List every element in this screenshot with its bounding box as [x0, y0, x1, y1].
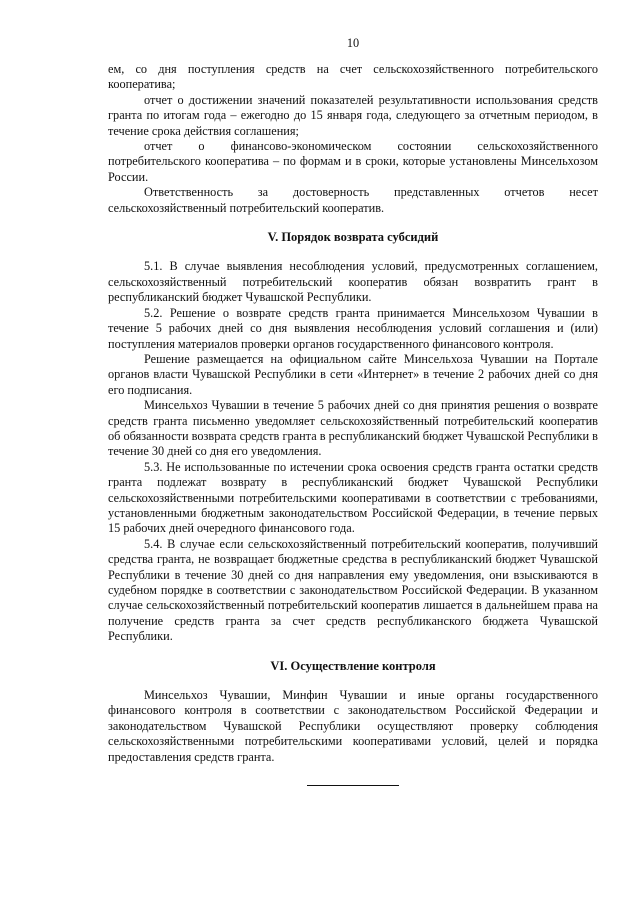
- paragraph-financial-report: отчет о финансово-экономическом состоянии сельскохозяйственного потребительского кооператива – по формам и в сроки, которые установлены Минсельхозом России.: [108, 139, 598, 184]
- closing-rule: [307, 785, 399, 786]
- paragraph-5-1: 5.1. В случае выявления несоблюдения условий, предусмотренных соглашением, сельскохозяйственный потребительский кооператив обязан возвратить грант в республиканский бюджет Чувашской Республики.: [108, 259, 598, 305]
- paragraph-5-3: 5.3. Не использованные по истечении срока освоения средств гранта остатки средств гранта подлежат возврату в республиканский бюджет Чувашской Республики сельскохозяйственными потребительскими кооперативами в соответствии с требованиями, установленными бюджетным законодательством Российской Федерации, в течение первых 15 рабочих дней очередного финансового года.: [108, 459, 598, 536]
- paragraph-report-deadline-end: ем, со дня поступления средств на счет сельскохозяйственного потребительского кооператива;: [108, 62, 598, 92]
- paragraph-5-2: 5.2. Решение о возврате средств гранта принимается Минсельхозом Чувашии в течение 5 рабочих дней со дня выявления несоблюдения условий соглашения и (или) поступления материалов проверки органов государственного финансового контроля.: [108, 305, 598, 351]
- section-heading-refund: V. Порядок возврата субсидий: [267, 230, 439, 245]
- paragraph-control: Минсельхоз Чувашии, Минфин Чувашии и иные органы государственного финансового контроля в соответствии с законодательством Российской Федерации и законодательством Чувашской Республики осуществляют проверку соблюдения сельскохозяйственными потребительскими кооперативами условий, целей и порядка предоставления средств гранта.: [108, 688, 598, 764]
- document-page: [108, 36, 598, 786]
- paragraph-performance-report: отчет о достижении значений показателей результативности использования средств гранта по итогам года – ежегодно до 15 января года, следующего за отчетным периодом, в течение срока действия соглашения;: [108, 92, 598, 138]
- paragraph-decision-publication: Решение размещается на официальном сайте Минсельхоза Чувашии на Портале органов власти Чувашской Республики в сети «Интернет» в течение 2 рабочих дней со дня его подписания.: [108, 351, 598, 397]
- section-heading-control: VI. Осуществление контроля: [270, 658, 436, 673]
- paragraph-responsibility: Ответственность за достоверность представленных отчетов несет сельскохозяйственный потребительский кооператив.: [108, 185, 598, 215]
- page-number: 10: [346, 36, 360, 50]
- paragraph-5-4: 5.4. В случае если сельскохозяйственный потребительский кооператив, получивший средства гранта, не возвращает бюджетные средства в республиканский бюджет Чувашской Республики в течение 30 дней со дня направления ему уведомления, они взыскиваются в судебном порядке в соответствии с законодательством Российской Федерации. В указанном случае сельскохозяйственный потребительский кооператив лишается в дальнейшем права на получение средств гранта за счет средств республиканского бюджета Чувашской Республики.: [108, 536, 598, 644]
- paragraph-notification: Минсельхоз Чувашии в течение 5 рабочих дней со дня принятия решения о возврате средств гранта письменно уведомляет сельскохозяйственный потребительский кооператив об обязанности возврата средств гранта в республиканский бюджет Чувашской Республики в течение 30 дней со дня его уведомления.: [108, 398, 598, 459]
